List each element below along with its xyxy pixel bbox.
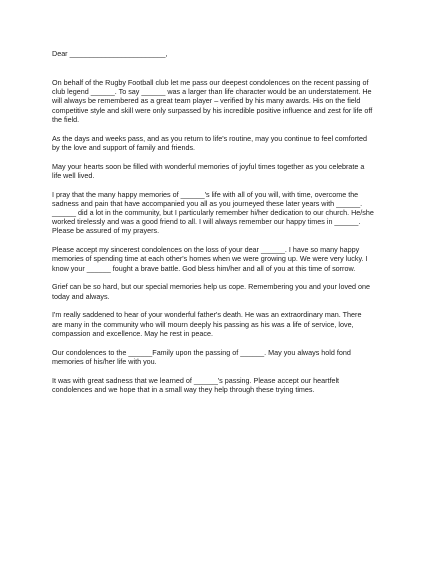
- paragraph-sincerest-condolences: Please accept my sincerest condolences on the loss of your dear ______. I have so many happy memories of spending time at each other's homes when we were growing up. We were very lucky. I know your ______ fought a brave battle. God bless him/her and all of you at this time of sorrow.: [52, 245, 368, 273]
- salutation-line: Dear ________________________,: [52, 49, 168, 58]
- paragraph-pray-memories: I pray that the many happy memories of ______'s life with all of you will, with time, overcome the sadness and pain that have accompanied you all as you journeyed these later years with ______. ______ did a lot in the community, but I particularly remember hi/her dedication to our church. He/she worked tirelessly and was a good friend to all. I will always remember our happy times in ______. Please be assured of my prayers.: [52, 189, 374, 236]
- paragraph-great-sadness: It was with great sadness that we learned of ______'s passing. Please accept our heartfelt condolences and we hope that in a small way they help through these trying times.: [52, 375, 340, 394]
- paragraph-rugby-club: On behalf of the Rugby Football club let me pass our deepest condolences on the recent passing of club legend ______. To say ______ was a larger than life character would be an understatement. He will always be remembered as a great team player – verified by his many awards. His on the field competitive style and skill were only surpassed by his incredible positive influence and zest for life off the field.: [52, 78, 373, 124]
- letter-page: [52, 49, 396, 404]
- paragraph-days-pass: As the days and weeks pass, and as you return to life's routine, may you continue to feel comforted by the love and support of family and friends.: [52, 133, 368, 152]
- paragraph-father-death: I'm really saddened to hear of your wonderful father's death. He was an extraordinary man. There are many in the community who will mourn deeply his passing as his was a life of service, love, compassion and excellence. May he rest in peace.: [52, 310, 362, 338]
- paragraph-grief: Grief can be so hard, but our special memories help us cope. Remembering you and your loved one today and always.: [52, 282, 371, 301]
- paragraph-hearts-filled: May your hearts soon be filled with wonderful memories of joyful times together as you celebrate a life well lived.: [52, 161, 365, 180]
- paragraph-family-condolences: Our condolences to the ______Family upon the passing of ______. May you always hold fond memories of his/her life with you.: [52, 347, 351, 366]
